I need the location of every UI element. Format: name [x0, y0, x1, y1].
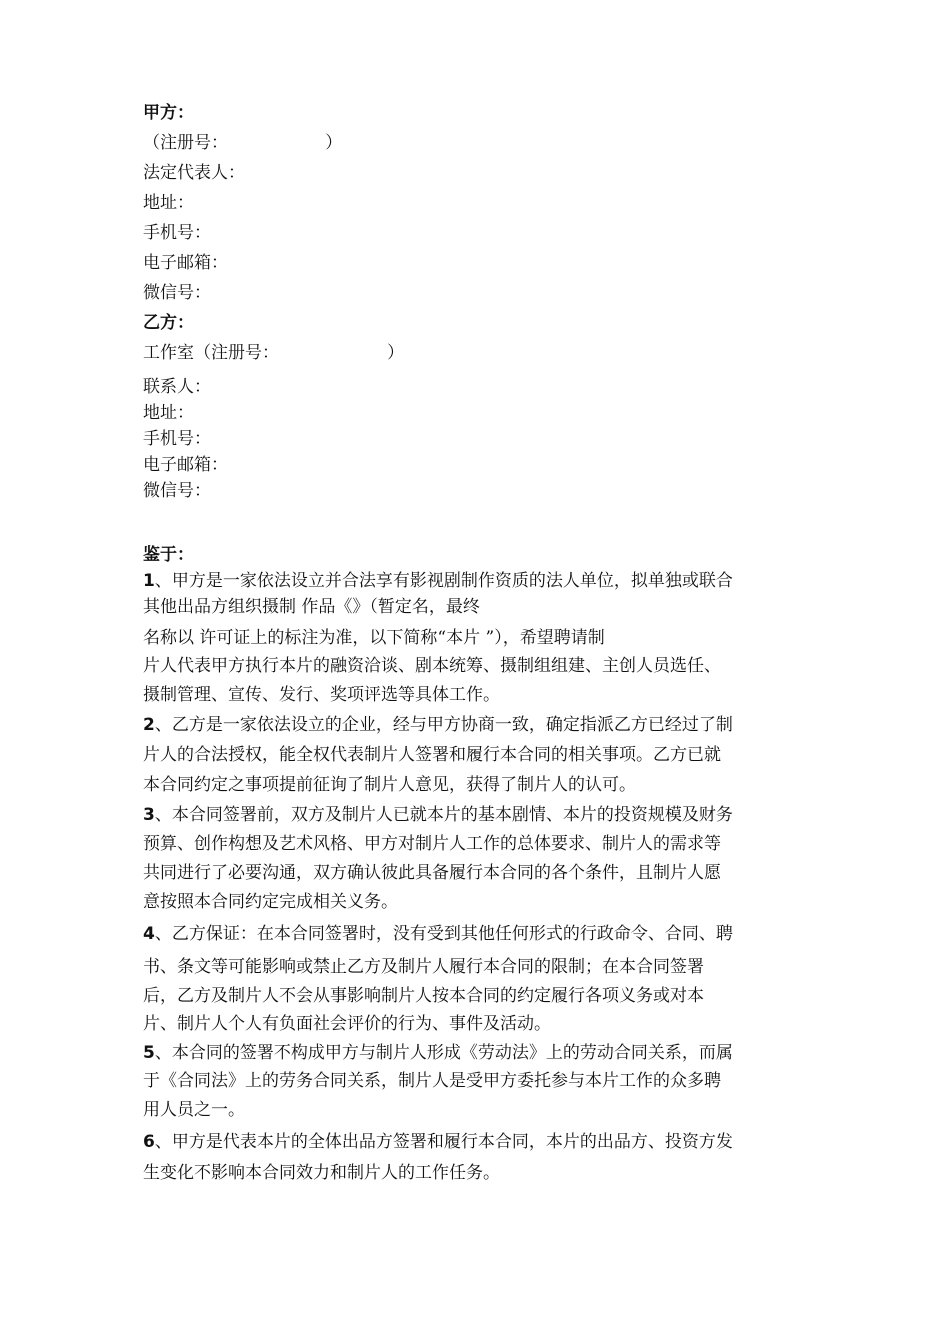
recital-line: 其他出品方组织摄制 作品《》（暂定名，最终	[143, 597, 480, 617]
party-b-address: 地址：	[143, 403, 194, 423]
recital-number: 1	[143, 571, 155, 591]
recital-number: 6	[143, 1132, 155, 1152]
recital-item-5	[143, 1039, 808, 1125]
recital-line: 后，乙方及制片人不会从事影响制片人按本合同的约定履行各项义务或对本	[143, 986, 704, 1006]
recital-line: 本合同约定之事项提前征询了制片人意见，获得了制片人的认可。	[143, 775, 636, 795]
recital-item-4	[143, 917, 808, 1039]
recitals-section	[143, 542, 808, 1188]
recital-line: 片、制片人个人有负面社会评价的行为、事件及活动。	[143, 1014, 551, 1034]
recital-line: 片人代表甲方执行本片的融资洽谈、剧本统筹、摄制组组建、主创人员选任、	[143, 656, 721, 676]
recital-line: 、本合同的签署不构成甲方与制片人形成《劳动法》上的劳动合同关系，而属	[154, 1043, 733, 1063]
recital-line: 预算、创作构想及艺术风格、甲方对制片人工作的总体要求、制片人的需求等	[143, 834, 721, 854]
recital-line: 于《合同法》上的劳务合同关系，制片人是受甲方委托参与本片工作的众多聘	[143, 1071, 721, 1091]
recital-line: 用人员之一。	[143, 1100, 245, 1120]
recital-item-2	[143, 710, 808, 800]
recital-number: 5	[143, 1043, 155, 1063]
recital-line: 名称以 许可证上的标注为准，以下简称“本片 ”），希望聘请制	[143, 628, 605, 648]
recital-line: 、甲方是代表本片的全体出品方签署和履行本合同，本片的出品方、投资方发	[154, 1132, 733, 1152]
party-b-phone: 手机号：	[143, 429, 211, 449]
recital-line: 、乙方保证：在本合同签署时，没有受到其他任何形式的行政命令、合同、聘	[154, 924, 733, 944]
party-b-wechat: 微信号：	[143, 481, 211, 501]
recital-line: 书、条文等可能影响或禁止乙方及制片人履行本合同的限制；在本合同签署	[143, 957, 704, 977]
recital-line: 、乙方是一家依法设立的企业，经与甲方协商一致，确定指派乙方已经过了制	[154, 715, 733, 735]
party-a-wechat: 微信号：	[143, 283, 211, 303]
recital-line: 生变化不影响本合同效力和制片人的工作任务。	[143, 1163, 500, 1183]
recitals-heading: 鉴于：	[143, 545, 194, 565]
contract-page	[143, 98, 808, 1188]
recital-line: 片人的合法授权，能全权代表制片人签署和履行本合同的相关事项。乙方已就	[143, 745, 721, 765]
recital-line: 、本合同签署前，双方及制片人已就本片的基本剧情、本片的投资规模及财务	[154, 805, 733, 825]
party-a-email: 电子邮箱：	[143, 253, 228, 273]
recital-number: 4	[143, 924, 155, 944]
party-a-section	[143, 98, 808, 308]
party-a-phone: 手机号：	[143, 223, 211, 243]
party-b-studio-registration-no: 工作室（注册号： ）	[143, 343, 405, 363]
party-b-section	[143, 308, 808, 504]
party-b-contact-person: 联系人：	[143, 377, 211, 397]
recital-line: 共同进行了必要沟通，双方确认彼此具备履行本合同的各个条件，且制片人愿	[143, 863, 721, 883]
recital-item-6	[143, 1125, 808, 1188]
recital-number: 2	[143, 715, 155, 735]
party-a-registration-no: （注册号： ）	[143, 133, 343, 153]
recital-line: 意按照本合同约定完成相关义务。	[143, 892, 398, 912]
party-a-legal-representative: 法定代表人：	[143, 163, 245, 183]
recital-item-1	[143, 568, 808, 710]
recital-number: 3	[143, 805, 155, 825]
party-a-address: 地址：	[143, 193, 194, 213]
party-b-heading: 乙方：	[143, 313, 194, 333]
party-a-heading: 甲方：	[143, 103, 194, 123]
recital-line: 、甲方是一家依法设立并合法享有影视剧制作资质的法人单位，拟单独或联合	[154, 571, 733, 591]
recital-line: 摄制管理、宣传、发行、奖项评选等具体工作。	[143, 685, 500, 705]
party-b-email: 电子邮箱：	[143, 455, 228, 475]
recital-item-3	[143, 800, 808, 917]
